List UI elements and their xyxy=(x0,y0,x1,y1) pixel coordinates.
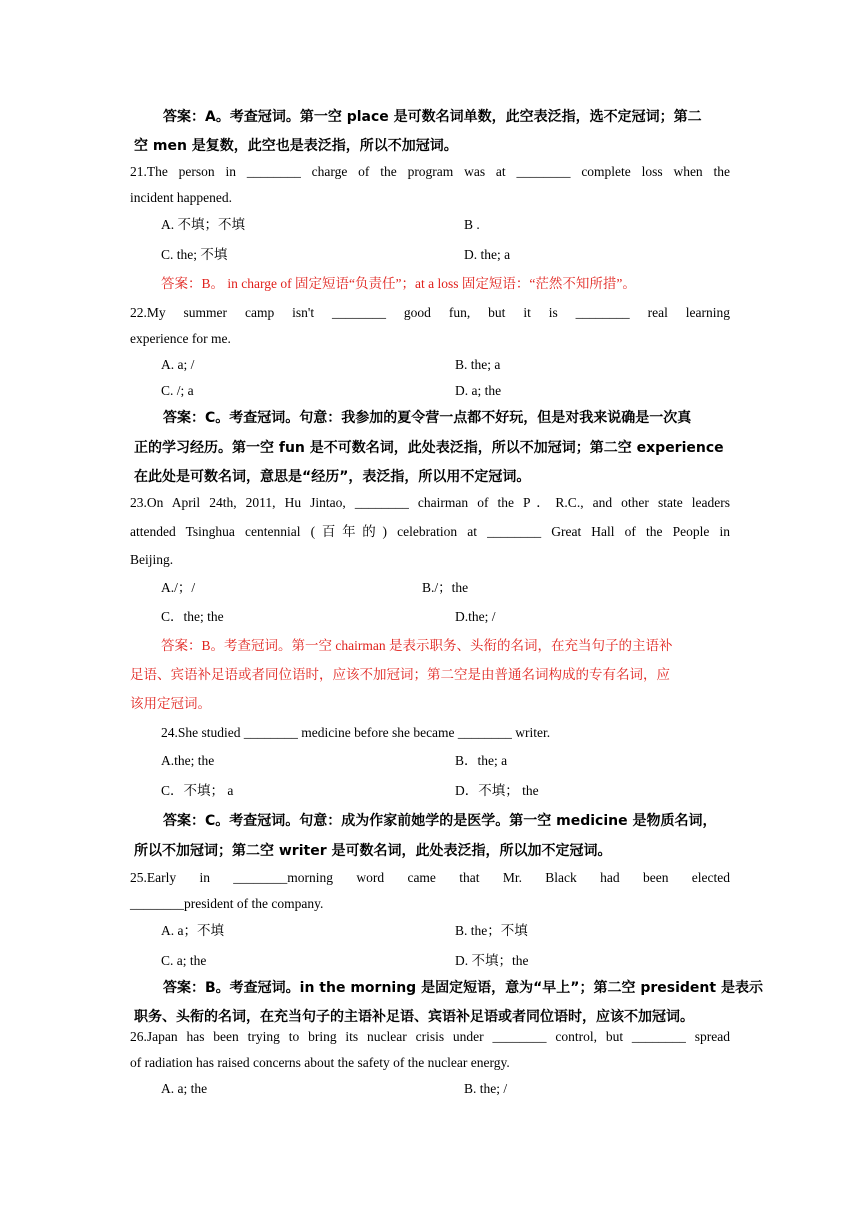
option-25-d: D. 不填；the xyxy=(455,953,529,968)
answer-22-line-2: 正的学习经历。第一空 fun 是不可数名词，此处表泛指，所以不加冠词；第二空 experience xyxy=(134,440,724,456)
option-23-c: C．the; the xyxy=(161,609,224,624)
answer-20-line-1: 答案：A。考查冠词。第一空 place 是可数名词单数，此空表泛指，选不定冠词；第二 xyxy=(163,109,702,125)
option-26-a: A. a; the xyxy=(161,1081,208,1096)
option-23-d: D.the; / xyxy=(455,609,496,624)
answer-23-line-3: 该用定冠词。 xyxy=(130,696,211,711)
answer-22-line-1: 答案：C。考查冠词。句意：我参加的夏令营一点都不好玩，但是对我来说确是一次真 xyxy=(163,410,692,426)
option-21-b: B . xyxy=(464,217,480,232)
option-22-a: A. a; / xyxy=(161,357,195,372)
question-21-line-2: incident happened. xyxy=(130,190,232,205)
answer-21: 答案：B。 in charge of 固定短语“负责任”；at a loss 固定短语：“茫然不知所措”。 xyxy=(161,276,636,291)
question-23-line-2: attended Tsinghua centennial (百年的) celebration at ________ Great Hall of the People in xyxy=(130,524,730,539)
option-25-a: A. a；不填 xyxy=(161,923,224,938)
option-25-c: C. a; the xyxy=(161,953,207,968)
option-23-b: B./；the xyxy=(422,580,469,595)
answer-25-line-1: 答案：B。考查冠词。in the morning 是固定短语，意为“早上”；第二空 president 是表示 xyxy=(163,980,763,996)
question-21-line-1: 21.The person in ________ charge of the program was at ________ complete loss when the xyxy=(130,164,730,179)
answer-20-line-2: 空 men 是复数，此空也是表泛指，所以不加冠词。 xyxy=(134,138,458,154)
option-23-a: A./；/ xyxy=(161,580,196,595)
answer-23-line-1: 答案：B。考查冠词。第一空 chairman 是表示职务、头衔的名词，在充当句子的主语补 xyxy=(161,638,673,653)
question-22-line-2: experience for me. xyxy=(130,331,231,346)
question-25-line-2: ________president of the company. xyxy=(130,896,324,911)
answer-25-line-2: 职务、头衔的名词，在充当句子的主语补足语、宾语补足语或者同位语时，应该不加冠词。 xyxy=(134,1009,694,1025)
option-21-a: A. 不填；不填 xyxy=(161,217,245,232)
option-25-b: B. the；不填 xyxy=(455,923,528,938)
option-26-b: B. the; / xyxy=(464,1081,508,1096)
question-26-line-1: 26.Japan has been trying to bring its nuclear crisis under ________ control, but ________ spread xyxy=(130,1029,730,1044)
option-24-c: C．不填； a xyxy=(161,783,234,798)
option-24-b: B．the; a xyxy=(455,753,508,768)
answer-23-line-2: 足语、宾语补足语或者同位语时，应该不加冠词；第二空是由普通名词构成的专有名词，应 xyxy=(130,667,670,682)
option-21-c: C. the; 不填 xyxy=(161,247,228,262)
question-24: 24.She studied ________ medicine before she became ________ writer. xyxy=(161,725,551,740)
option-22-d: D. a; the xyxy=(455,383,502,398)
question-23-line-3: Beijing. xyxy=(130,552,174,567)
answer-22-line-3: 在此处是可数名词，意思是“经历”，表泛指，所以用不定冠词。 xyxy=(134,469,531,485)
option-21-d: D. the; a xyxy=(464,247,511,262)
question-25-line-1: 25.Early in ________morning word came that Mr. Black had been elected xyxy=(130,870,730,885)
question-22-line-1: 22.My summer camp isn't ________ good fun, but it is ________ real learning xyxy=(130,305,730,320)
answer-24-line-1: 答案：C。考查冠词。句意：成为作家前她学的是医学。第一空 medicine 是物质名词， xyxy=(163,813,717,829)
option-22-b: B. the; a xyxy=(455,357,501,372)
option-22-c: C. /; a xyxy=(161,383,194,398)
question-26-line-2: of radiation has raised concerns about the safety of the nuclear energy. xyxy=(130,1055,510,1070)
answer-24-line-2: 所以不加冠词；第二空 writer 是可数名词，此处表泛指，所以加不定冠词。 xyxy=(134,843,612,859)
question-23-line-1: 23.On April 24th, 2011, Hu Jintao, ________ chairman of the P．R.C., and other state leaders xyxy=(130,495,730,510)
option-24-d: D．不填； the xyxy=(455,783,539,798)
option-24-a: A.the; the xyxy=(161,753,215,768)
